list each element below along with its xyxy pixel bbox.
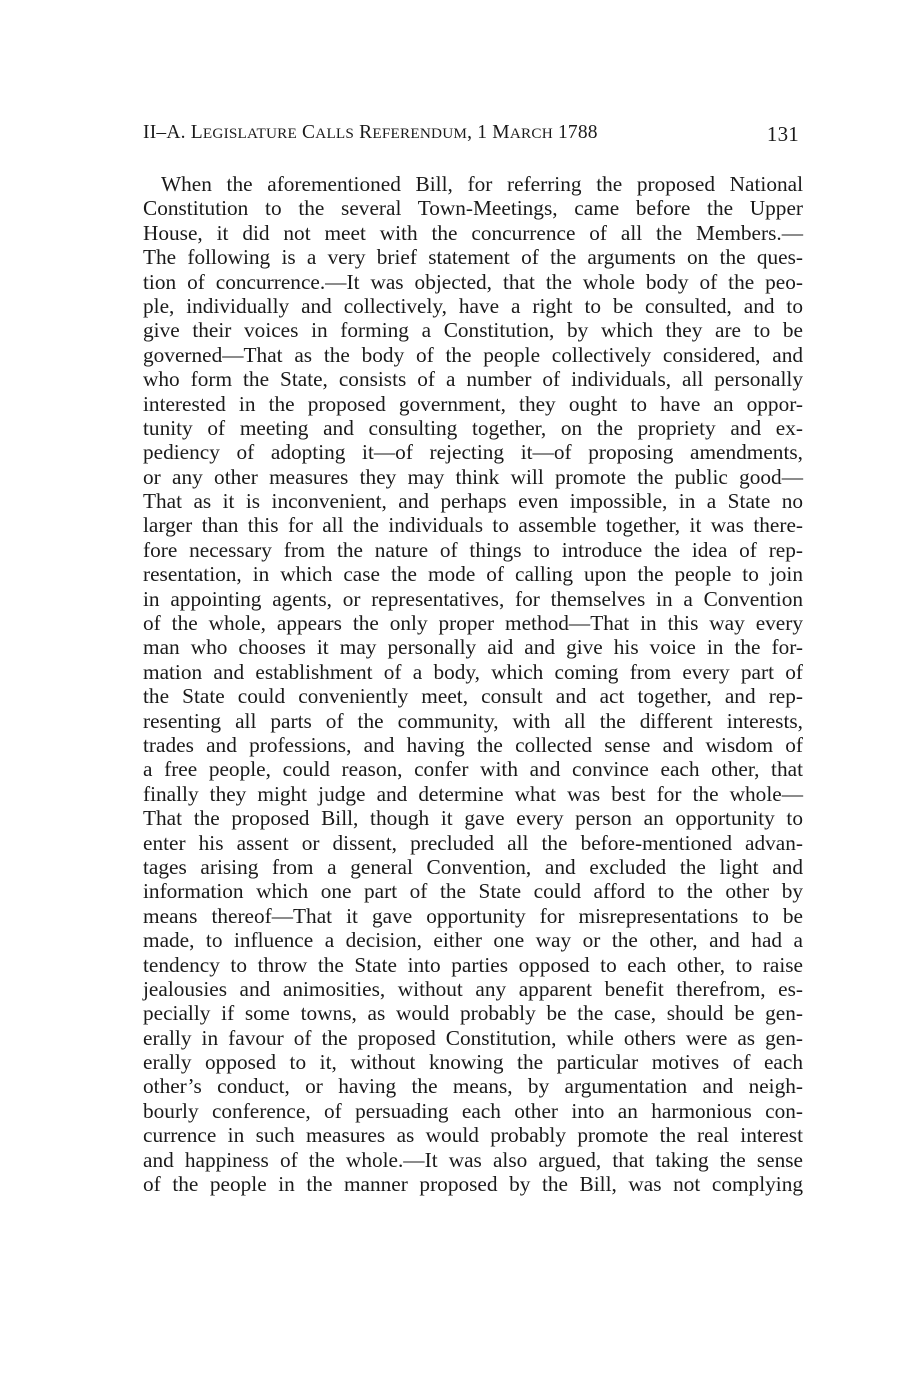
page-number: 131 bbox=[766, 122, 799, 146]
text-line: When the aforementioned Bill, for referring the proposed National bbox=[161, 172, 803, 196]
text-line: enter his assent or dissent, precluded all the before-mentioned advan- bbox=[143, 830, 803, 855]
text-line: the State could conveniently meet, consult and act together, and rep- bbox=[143, 684, 803, 709]
text-line: House, it did not meet with the concurrence of all the Members.— bbox=[143, 220, 803, 245]
text-line: give their voices in forming a Constitution, by which they are to be bbox=[143, 318, 803, 343]
text-line: a free people, could reason, confer with and convince each other, that bbox=[143, 757, 803, 782]
text-line: and happiness of the whole.—It was also argued, that taking the sense bbox=[143, 1147, 803, 1172]
text-line: tendency to throw the State into parties opposed to each other, to raise bbox=[143, 952, 803, 977]
text-line: resenting all parts of the community, with all the different interests, bbox=[143, 708, 803, 733]
body-paragraph bbox=[143, 172, 803, 1196]
text-line: other’s conduct, or having the means, by argumentation and neigh- bbox=[143, 1074, 803, 1099]
text-line: interested in the proposed government, they ought to have an oppor- bbox=[143, 391, 803, 416]
text-line: tunity of meeting and consulting together, on the propriety and ex- bbox=[143, 415, 803, 440]
text-line: tages arising from a general Convention, and excluded the light and bbox=[143, 854, 803, 879]
text-line: larger than this for all the individuals to assemble together, it was there- bbox=[143, 513, 803, 538]
text-line: Constitution to the several Town-Meetings, came before the Upper bbox=[143, 196, 803, 221]
text-line: of the whole, appears the only proper method—That in this way every bbox=[143, 611, 803, 636]
text-line: jealousies and animosities, without any apparent benefit therefrom, es- bbox=[143, 976, 803, 1001]
running-head-title: II–A. LEGISLATURE CALLS REFERENDUM, 1 MARCH 1788 bbox=[143, 122, 598, 143]
text-line: of the people in the manner proposed by the Bill, was not complying bbox=[143, 1172, 803, 1197]
text-line: erally opposed to it, without knowing the particular motives of each bbox=[143, 1050, 803, 1075]
text-line: in appointing agents, or representatives, for themselves in a Convention bbox=[143, 586, 803, 611]
text-line: means thereof—That it gave opportunity for misrepresentations to be bbox=[143, 903, 803, 928]
text-line: resentation, in which case the mode of calling upon the people to join bbox=[143, 562, 803, 587]
text-line: bourly conference, of persuading each other into an harmonious con- bbox=[143, 1098, 803, 1123]
text-line: That the proposed Bill, though it gave every person an opportunity to bbox=[143, 806, 803, 831]
text-line: or any other measures they may think will promote the public good— bbox=[143, 464, 803, 489]
text-line: currence in such measures as would probably promote the real interest bbox=[143, 1123, 803, 1148]
text-line: erally in favour of the proposed Constitution, while others were as gen- bbox=[143, 1025, 803, 1050]
text-line: made, to influence a decision, either one way or the other, and had a bbox=[143, 928, 803, 953]
text-line: That as it is inconvenient, and perhaps even impossible, in a State no bbox=[143, 489, 803, 514]
text-line: information which one part of the State could afford to the other by bbox=[143, 879, 803, 904]
text-line: tion of concurrence.—It was objected, that the whole body of the peo- bbox=[143, 269, 803, 294]
text-line: who form the State, consists of a number of individuals, all personally bbox=[143, 367, 803, 392]
text-line: pecially if some towns, as would probably be the case, should be gen- bbox=[143, 1001, 803, 1026]
text-line: mation and establishment of a body, which coming from every part of bbox=[143, 659, 803, 684]
text-line: pediency of adopting it—of rejecting it—of proposing amendments, bbox=[143, 440, 803, 465]
text-line: trades and professions, and having the collected sense and wisdom of bbox=[143, 732, 803, 757]
text-line: fore necessary from the nature of things to introduce the idea of rep- bbox=[143, 537, 803, 562]
text-line: The following is a very brief statement of the arguments on the ques- bbox=[143, 245, 803, 270]
text-line: governed—That as the body of the people collectively considered, and bbox=[143, 342, 803, 367]
text-line: man who chooses it may personally aid and give his voice in the for- bbox=[143, 635, 803, 660]
text-line: finally they might judge and determine what was best for the whole— bbox=[143, 781, 803, 806]
running-head bbox=[143, 122, 799, 150]
text-line: ple, individually and collectively, have a right to be consulted, and to bbox=[143, 293, 803, 318]
